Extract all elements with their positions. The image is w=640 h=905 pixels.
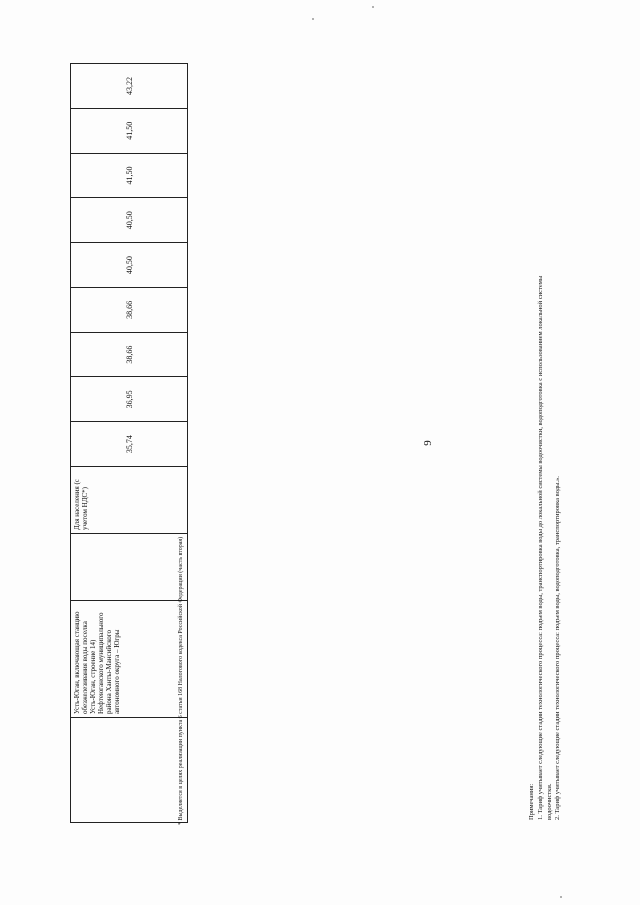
note-item-1-continued: водоочистки. [545, 783, 553, 820]
table-cell-value: 41,50 [71, 153, 188, 198]
table-row-location [71, 64, 188, 823]
scan-speck [312, 18, 314, 20]
table-cell-value: 40,50 [71, 198, 188, 243]
table-cell-value: 35,74 [71, 422, 188, 467]
tariff-table [70, 63, 188, 823]
table-cell-value: 36,95 [71, 377, 188, 422]
table-cell-value: 38,66 [71, 332, 188, 377]
notes-heading: Примечания: [528, 783, 535, 820]
page-number: 9 [421, 440, 434, 446]
tariff-table-area [70, 63, 190, 825]
table-cell-value: 38,66 [71, 287, 188, 332]
table-cell-value: 41,50 [71, 108, 188, 153]
note-item-2: 2. Тариф учитывает следующие стадии технологического процесса: подъем воды, водоподготовка, транспортировка воды.». [554, 476, 562, 820]
table-cell-value: 40,50 [71, 243, 188, 288]
table-cell-location: Усть-Юган, включающая станцию обезжелезивания воды поселка Усть-Юган, строение 14) Нефтеюганского муниципального района Ханты-Мансийского автономного округа – Югры [71, 601, 188, 718]
scan-speck [372, 6, 374, 8]
tariff-table-rotated [70, 63, 188, 823]
notes-block [528, 276, 563, 820]
table-cell-empty-2 [71, 534, 188, 601]
note-item-1: 1. Тариф учитывает следующие стадии технологического процесса: подъем воды, транспортировка воды до локальной системы водоочистки, водоподготовка с использованием локальной системы [536, 275, 544, 820]
scan-speck [560, 896, 562, 898]
footnote: * Выделяется в целях реализации пункта 6 статьи 168 Налогового кодекса Российской Федерации (часть вторая) [178, 536, 184, 825]
table-cell-empty-1 [71, 718, 188, 823]
table-cell-group: Для населения (с учетом НДС*) [71, 467, 188, 534]
table-cell-value: 43,22 [71, 64, 188, 109]
